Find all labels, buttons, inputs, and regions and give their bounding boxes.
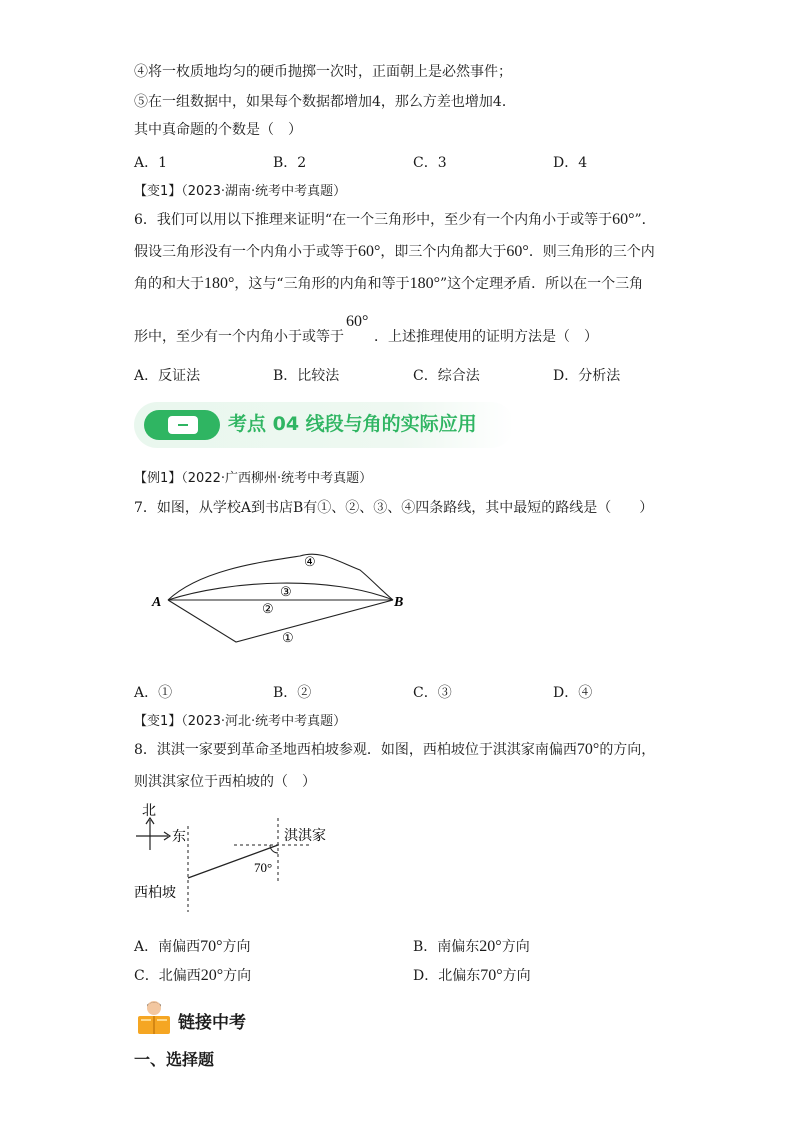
q7-label-route-3: ③ bbox=[280, 584, 292, 599]
q8-east-label: 东 bbox=[172, 830, 186, 845]
q6-line-2: 假设三角形没有一个内角小于或等于60°，即三个内角都大于60°．则三角形的三个内 bbox=[134, 243, 655, 260]
q7-label-route-1: ① bbox=[282, 630, 294, 645]
statement-5: ⑤在一组数据中，如果每个数据都增加4，那么方差也增加4． bbox=[134, 94, 516, 110]
q5-option-b: B．2 bbox=[273, 155, 307, 171]
minus-icon bbox=[178, 424, 188, 426]
q8-option-b: B．南偏东20°方向 bbox=[413, 938, 530, 955]
q8-xibaipo-label: 西柏坡 bbox=[134, 886, 176, 901]
q8-home-label: 淇淇家 bbox=[284, 829, 326, 844]
q8-option-a: A．南偏西70°方向 bbox=[134, 938, 251, 955]
q7-stem: 7．如图，从学校A到书店B有①、②、③、④四条路线，其中最短的路线是（ ） bbox=[134, 500, 654, 516]
q6-option-b: B．比较法 bbox=[273, 368, 340, 384]
q8-option-c: C．北偏西20°方向 bbox=[134, 967, 252, 984]
q5-option-c: C．3 bbox=[413, 155, 447, 171]
q8-option-d: D．北偏东70°方向 bbox=[413, 967, 531, 984]
q8-line-2: 则淇淇家位于西柏坡的（ ） bbox=[134, 774, 316, 790]
q8-line-1: 8．淇淇一家要到革命圣地西柏坡参观．如图，西柏坡位于淇淇家南偏西70°的方向， bbox=[134, 741, 656, 758]
q8-angle-label: 70° bbox=[254, 860, 273, 875]
q5-option-a: A．1 bbox=[134, 155, 168, 171]
question-5-stem: 其中真命题的个数是（ ） bbox=[134, 122, 302, 138]
q5-option-d: D．4 bbox=[553, 155, 588, 171]
section-banner-title: 考点 04 线段与角的实际应用 bbox=[228, 413, 477, 435]
q7-label-b: B bbox=[394, 595, 404, 610]
q6-option-c: C．综合法 bbox=[413, 368, 480, 384]
q7-label-route-4: ④ bbox=[304, 554, 316, 569]
link-title: 链接中考 bbox=[178, 1013, 246, 1033]
example-tag-liuzhou: 【例1】（2022·广西柳州·统考中考真题） bbox=[134, 471, 373, 486]
q7-option-a: A．① bbox=[134, 685, 173, 701]
q6-line-4-angle: 60° bbox=[346, 313, 369, 330]
q7-option-d: D．④ bbox=[553, 685, 593, 701]
variant-tag-hunan: 【变1】（2023·湖南·统考中考真题） bbox=[134, 184, 347, 199]
variant-tag-hebei: 【变1】（2023·河北·统考中考真题） bbox=[134, 714, 347, 729]
q8-north-label: 北 bbox=[142, 804, 156, 819]
q6-line-1: 6．我们可以用以下推理来证明“在一个三角形中，至少有一个内角小于或等于60°”． bbox=[134, 211, 656, 228]
section-title: 一、选择题 bbox=[134, 1050, 215, 1069]
q7-label-a: A bbox=[152, 595, 162, 610]
q6-option-a: A．反证法 bbox=[134, 368, 201, 384]
statement-4: ④将一枚质地均匀的硬币抛掷一次时，正面朝上是必然事件； bbox=[134, 64, 512, 80]
q7-label-route-2: ② bbox=[262, 601, 274, 616]
q6-option-d: D．分析法 bbox=[553, 368, 621, 384]
q6-line-4: 形中，至少有一个内角小于或等于 ．上述推理使用的证明方法是（ ） bbox=[134, 329, 598, 345]
q7-option-b: B．② bbox=[273, 685, 312, 701]
q7-option-c: C．③ bbox=[413, 685, 452, 701]
q6-line-3: 角的和大于180°，这与“三角形的内角和等于180°”这个定理矛盾．所以在一个三角 bbox=[134, 275, 644, 292]
reader-icon bbox=[134, 998, 174, 1038]
